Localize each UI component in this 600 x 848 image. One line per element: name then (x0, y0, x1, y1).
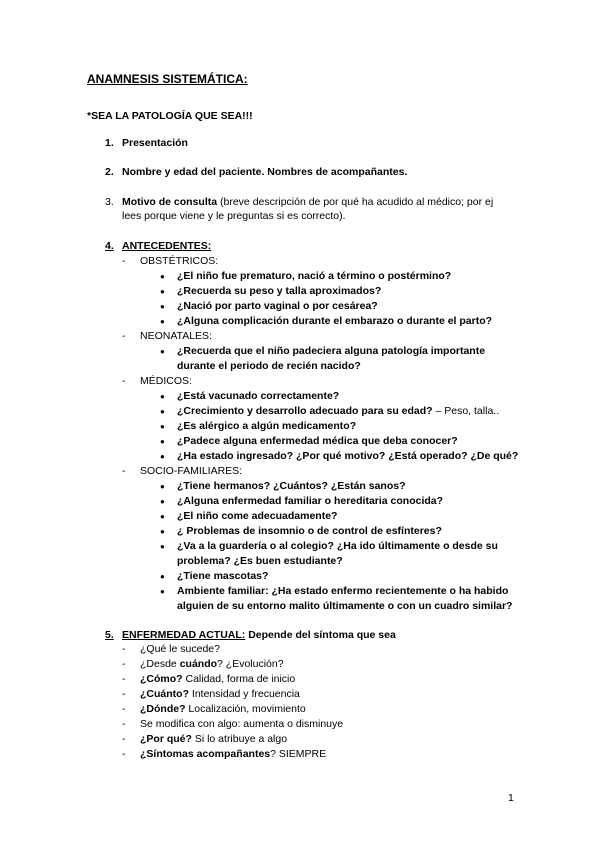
question: ¿Tiene mascotas? (177, 570, 269, 582)
subtitle: *SEA LA PATOLOGÍA QUE SEA!!! (87, 110, 253, 122)
item-motivo-label: Motivo de consulta (122, 196, 218, 208)
dash-marker: - (122, 375, 126, 387)
question: ¿Es alérgico a algún medicamento? (177, 420, 357, 432)
actual-text: Calidad, forma de inicio (182, 673, 296, 685)
dash-marker: - (122, 733, 126, 745)
bullet-marker: ● (160, 347, 165, 356)
question: ¿Recuerda que el niño padeciera alguna patología importante (177, 345, 486, 357)
actual-item (140, 643, 220, 656)
actual-item (140, 733, 287, 746)
question-text: ¿Crecimiento y desarrollo adecuado para su edad? (177, 405, 433, 417)
bullet-marker: ● (160, 512, 165, 521)
actual-keyword: cuándo (179, 658, 218, 670)
actual-text: ¿Qué le sucede? (140, 643, 220, 655)
dash-marker: - (122, 658, 126, 670)
item-number: 3. (105, 196, 114, 208)
group-neonatales: NEONATALES: (140, 330, 212, 342)
dash-marker: - (122, 643, 126, 655)
bullet-marker: ● (160, 287, 165, 296)
group-obstetricos: OBSTÉTRICOS: (140, 255, 219, 267)
question-continuation: alguien de su entorno malito últimamente o con un cuadro similar? (177, 600, 513, 612)
bullet-marker: ● (160, 407, 165, 416)
question-continuation: durante el periodo de recién nacido? (177, 360, 361, 372)
item-motivo-consulta (122, 196, 493, 209)
actual-item (140, 748, 326, 761)
dash-marker: - (122, 748, 126, 760)
dash-marker: - (122, 718, 126, 730)
section-enfermedad-label: ENFERMEDAD ACTUAL: (122, 629, 246, 641)
actual-text: ¿Desde (140, 658, 180, 670)
item-number: 4. (105, 240, 114, 252)
actual-keyword: ¿Cuánto? (140, 688, 189, 700)
actual-keyword: ¿Por qué? (140, 733, 192, 745)
page-number: 1 (508, 792, 514, 804)
question-note: – Peso, talla.. (432, 405, 500, 417)
actual-text: ? ¿Evolución? (217, 658, 284, 670)
bullet-marker: ● (160, 452, 165, 461)
group-medicos: MÉDICOS: (140, 375, 192, 387)
section-enfermedad-actual (122, 629, 396, 642)
bullet-marker: ● (160, 302, 165, 311)
item-nombre-edad: Nombre y edad del paciente. Nombres de acompañantes. (122, 166, 408, 178)
actual-keyword: ¿Síntomas acompañantes (140, 748, 271, 760)
page-title: ANAMNESIS SISTEMÁTICA: (87, 72, 248, 86)
bullet-marker: ● (160, 272, 165, 281)
question: ¿Alguna enfermedad familiar o hereditaria conocida? (177, 495, 444, 507)
bullet-marker: ● (160, 497, 165, 506)
bullet-marker: ● (160, 572, 165, 581)
bullet-marker: ● (160, 482, 165, 491)
section-enfermedad-note: Depende del síntoma que sea (245, 629, 396, 641)
dash-marker: - (122, 673, 126, 685)
question: ¿Va a la guardería o al colegio? ¿Ha ido últimamente o desde su (177, 540, 498, 552)
actual-item (140, 703, 306, 716)
actual-item (140, 658, 284, 671)
item-number: 5. (105, 629, 114, 641)
bullet-marker: ● (160, 437, 165, 446)
item-motivo-text: (breve descripción de por qué ha acudido al médico; por ej (217, 196, 494, 208)
question: ¿Padece alguna enfermedad médica que deba conocer? (177, 435, 458, 447)
actual-keyword: ¿Dónde? (140, 703, 186, 715)
group-sociofamiliares: SOCIO-FAMILIARES: (140, 465, 243, 477)
question: Ambiente familiar: ¿Ha estado enfermo recientemente o ha habido (177, 585, 509, 597)
question: ¿Ha estado ingresado? ¿Por qué motivo? ¿Está operado? ¿De qué? (177, 450, 519, 462)
question: ¿Alguna complicación durante el embarazo o durante el parto? (177, 315, 493, 327)
bullet-marker: ● (160, 317, 165, 326)
actual-text: Se modifica con algo: aumenta o disminuye (140, 718, 344, 730)
dash-marker: - (122, 330, 126, 342)
dash-marker: - (122, 255, 126, 267)
item-presentacion: Presentación (122, 137, 188, 149)
question: ¿Tiene hermanos? ¿Cuántos? ¿Están sanos? (177, 480, 406, 492)
actual-text: Si lo atribuye a algo (191, 733, 288, 745)
actual-keyword: ¿Cómo? (140, 673, 183, 685)
dash-marker: - (122, 465, 126, 477)
actual-text: Localización, movimiento (185, 703, 306, 715)
item-motivo-line2: lees porque viene y le preguntas si es correcto). (122, 210, 346, 222)
item-number: 1. (105, 137, 114, 149)
bullet-marker: ● (160, 587, 165, 596)
bullet-marker: ● (160, 542, 165, 551)
dash-marker: - (122, 688, 126, 700)
question-crecimiento (177, 405, 499, 418)
question: ¿Está vacunado correctamente? (177, 390, 340, 402)
question-continuation: problema? ¿Es buen estudiante? (177, 555, 343, 567)
item-number: 2. (105, 166, 114, 178)
bullet-marker: ● (160, 527, 165, 536)
dash-marker: - (122, 703, 126, 715)
question: ¿Nació por parto vaginal o por cesárea? (177, 300, 378, 312)
actual-item (140, 688, 300, 701)
actual-item (140, 718, 343, 731)
bullet-marker: ● (160, 422, 165, 431)
section-antecedentes: ANTECEDENTES: (122, 240, 212, 252)
question: ¿El niño fue prematuro, nació a término o postérmino? (177, 270, 452, 282)
question: ¿ Problemas de insomnio o de control de esfínteres? (177, 525, 442, 537)
question: ¿El niño come adecuadamente? (177, 510, 338, 522)
actual-text: ? SIEMPRE (270, 748, 327, 760)
actual-text: Intensidad y frecuencia (189, 688, 300, 700)
actual-item (140, 673, 295, 686)
bullet-marker: ● (160, 392, 165, 401)
question: ¿Recuerda su peso y talla aproximados? (177, 285, 382, 297)
